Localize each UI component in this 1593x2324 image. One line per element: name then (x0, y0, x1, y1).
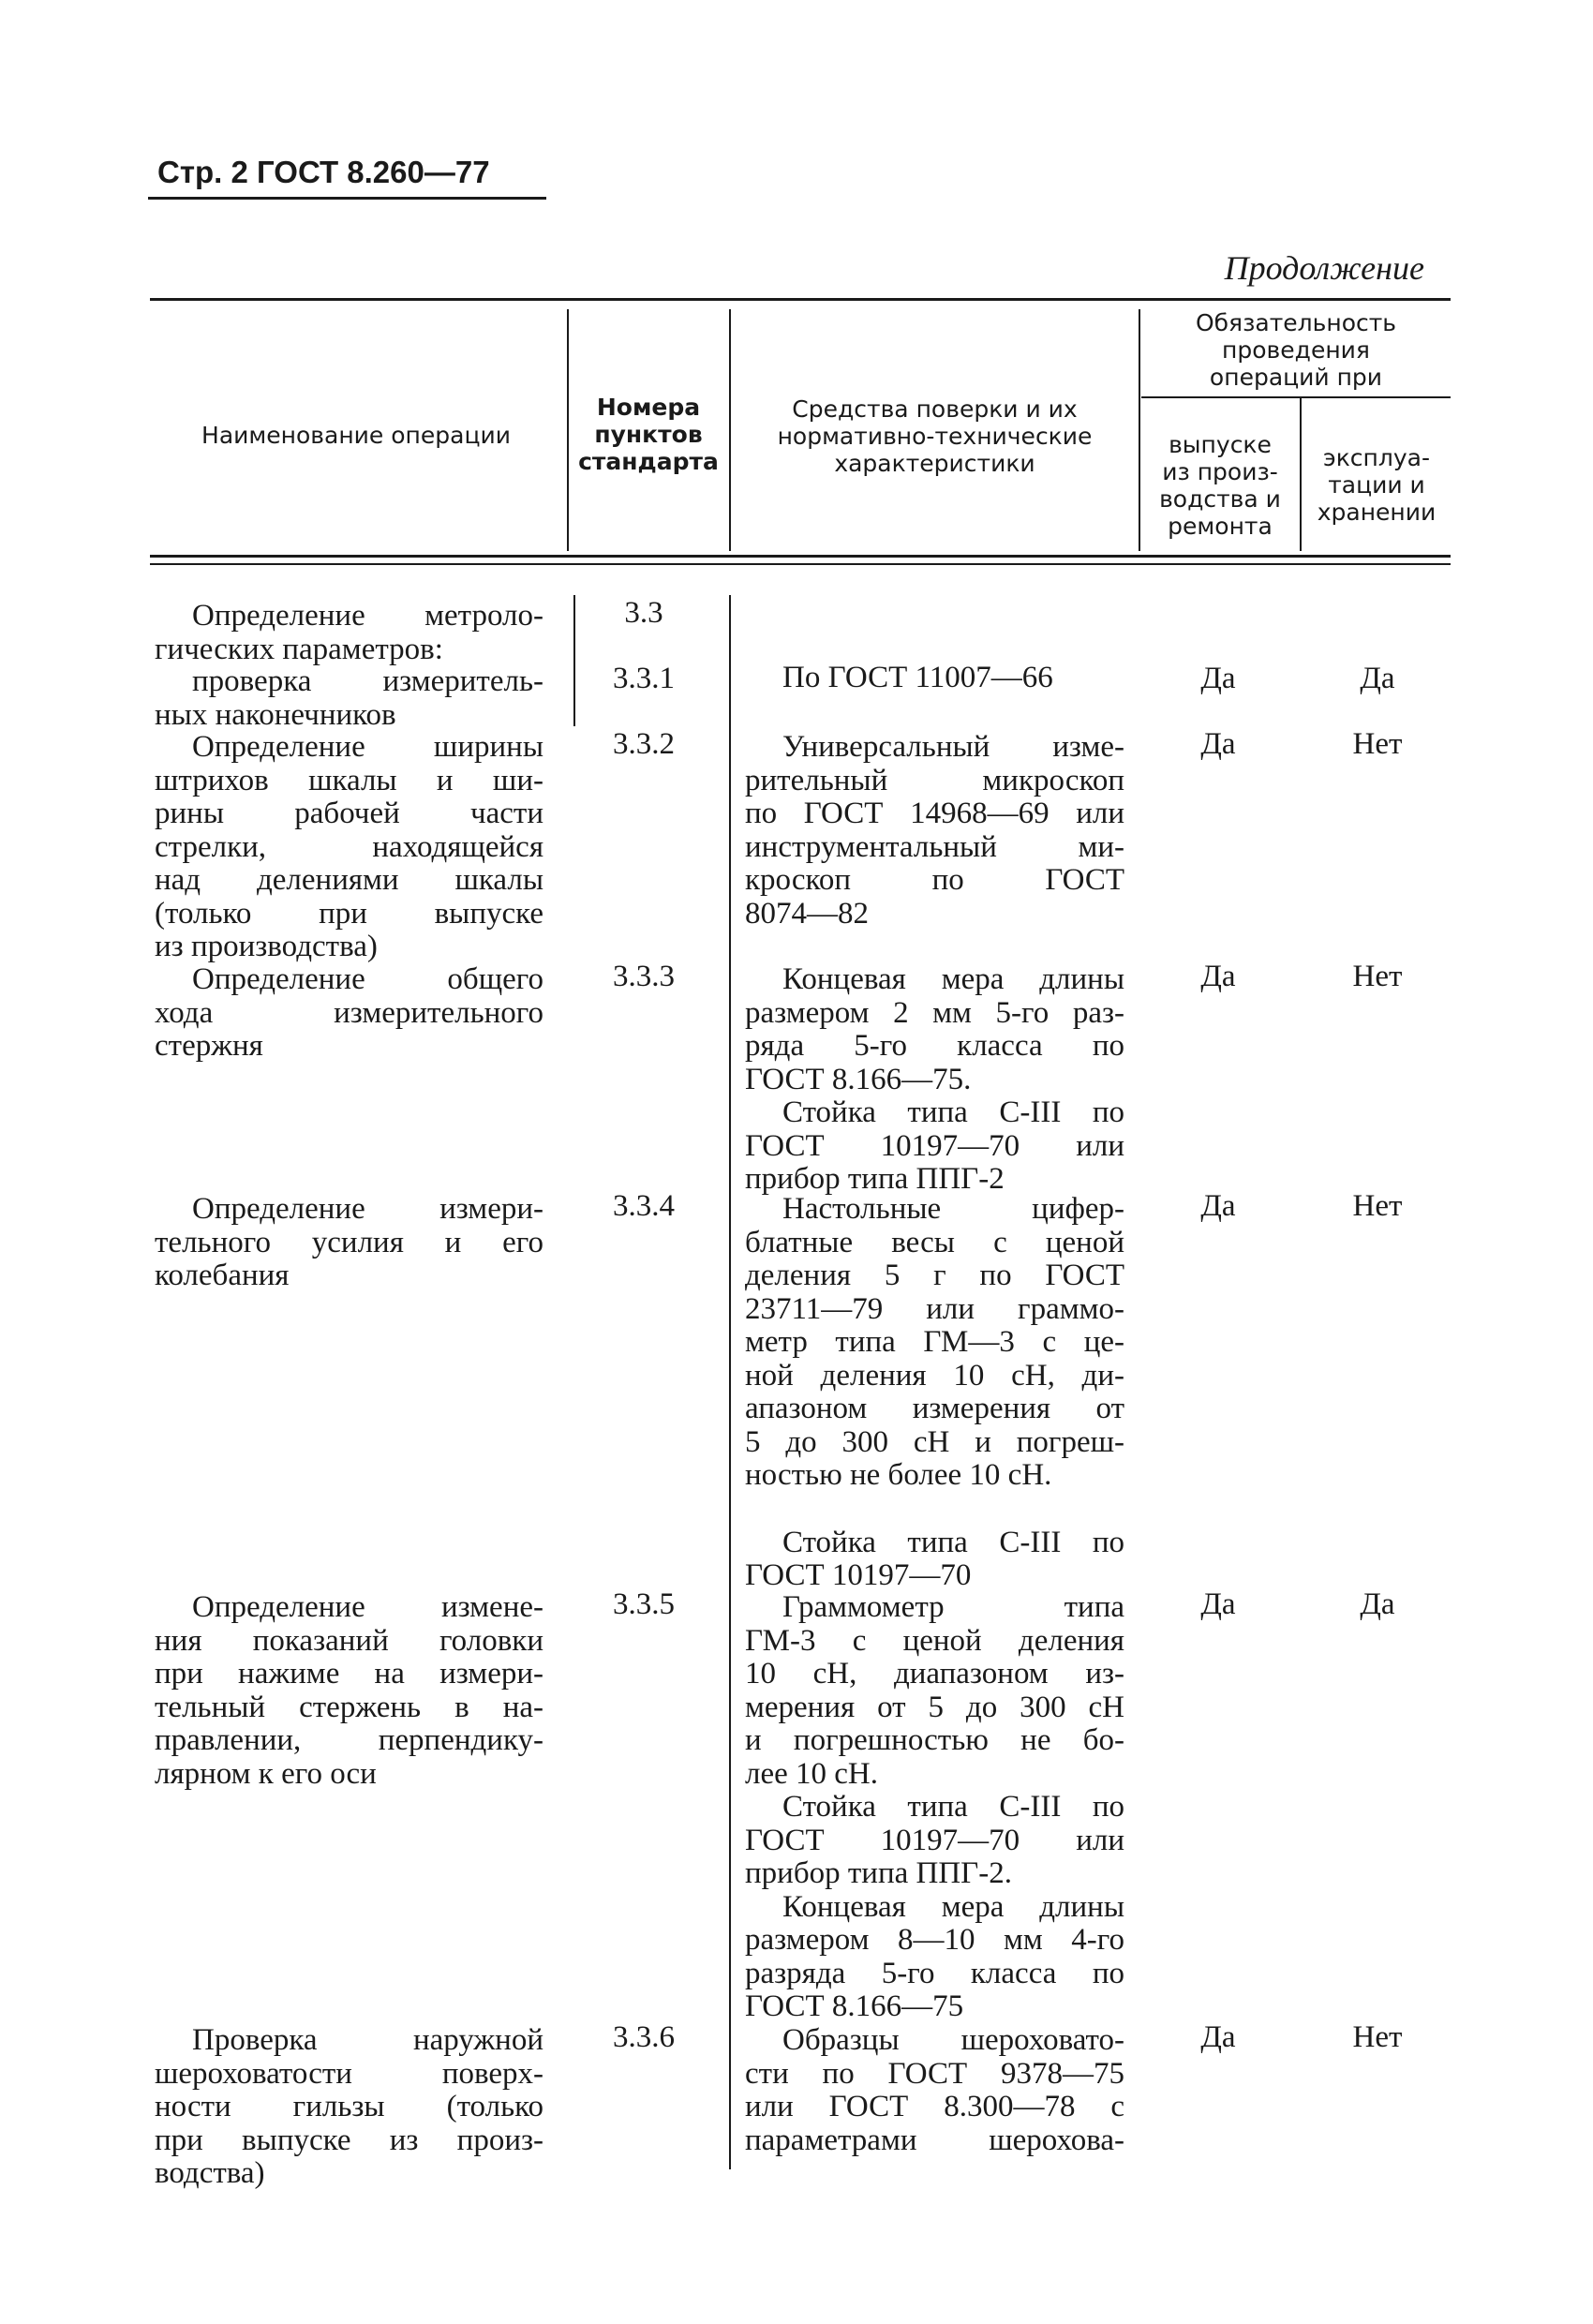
row-1-name-line: ных наконечников (155, 697, 396, 732)
row-2-name-line: из производства) (155, 930, 378, 963)
row-2-operation: Нет (1352, 727, 1403, 761)
row-3-means-line: ряда 5-го класса по (745, 1029, 1124, 1063)
col-header-operation: эксплуа- тации и хранении (1317, 444, 1437, 526)
row-6-name (155, 2024, 543, 2191)
row-5-name-line: ния показаний головки (155, 1623, 543, 1658)
col-divider-3 (1139, 309, 1140, 551)
row-5-means-line: лее 10 сН. (745, 1756, 878, 1791)
row-2-name-line: (только при выпуске (155, 896, 543, 931)
row-6-clause: 3.3.6 (613, 2020, 675, 2054)
row-3-name-line: хода измерительного (155, 995, 543, 1030)
col-divider-4 (1300, 398, 1302, 551)
row-2-means-line: 8074—82 (745, 896, 869, 931)
col-header-release: выпуске из произ- водства и ремонта (1159, 431, 1281, 540)
row-2-name-line: штрихов шкалы и ши- (155, 763, 543, 797)
row-2-means (745, 731, 1124, 931)
body-divider-1 (573, 595, 575, 726)
row-4-means-line: апазоном измерения от (745, 1392, 1124, 1425)
row-4-clause: 3.3.4 (613, 1189, 675, 1223)
col-divider-2 (729, 309, 731, 551)
row-5-name-line: Определение измене- (192, 1590, 543, 1624)
row-4-name (155, 1193, 543, 1293)
row-6-release: Да (1200, 2020, 1236, 2054)
row-4-means-line: ГОСТ 10197—70 (745, 1558, 972, 1592)
row-4-operation: Нет (1352, 1189, 1403, 1223)
row-6-name-line: при выпуске из произ- (155, 2123, 543, 2157)
row-5-means-line: ГОСТ 10197—70 или (745, 1823, 1124, 1857)
row-0-name-line: гических параметров: (155, 632, 443, 666)
row-3-means-line: Концевая мера длины (782, 962, 1124, 996)
table-top-rule (150, 298, 1451, 301)
header-bottom-rule-2 (150, 563, 1451, 565)
row-1-operation: Да (1360, 662, 1395, 695)
row-3-clause: 3.3.3 (613, 960, 675, 993)
row-3-name-line: Определение общего (192, 962, 543, 996)
row-6-means-line: или ГОСТ 8.300—78 с (745, 2090, 1124, 2123)
continued-label: Продолжение (1224, 249, 1424, 287)
row-3-means-line: прибор типа ППГ-2 (745, 1162, 1005, 1196)
row-4-means-line: ностью не более 10 сН. (745, 1458, 1052, 1492)
row-2-clause: 3.3.2 (613, 727, 675, 761)
row-6-name-line: водства) (155, 2156, 265, 2190)
row-5-means-line: 10 сН, диапазоном из- (745, 1657, 1124, 1691)
row-5-release: Да (1200, 1587, 1236, 1621)
row-3-release: Да (1200, 960, 1236, 993)
header-rule (148, 197, 546, 200)
row-5-clause: 3.3.5 (613, 1587, 675, 1621)
row-2-name-line: стрелки, находящейся (155, 829, 543, 864)
row-5-means-line: Стойка типа С-III по (782, 1790, 1124, 1824)
row-5-means-line: Граммометр типа (782, 1590, 1124, 1624)
row-2-means-line: по ГОСТ 14968—69 или (745, 797, 1124, 830)
row-2-means-line: кроскоп по ГОСТ (745, 863, 1124, 897)
row-4-means-line: ной деления 10 сН, ди- (745, 1358, 1124, 1393)
row-4-means-line: блатные весы с ценой (745, 1225, 1124, 1259)
row-2-means-line: инструментальный ми- (745, 829, 1124, 864)
row-3-means-line: Стойка типа С-III по (782, 1095, 1124, 1129)
row-5-name-line: тельный стержень в на- (155, 1690, 543, 1724)
col-header-clauses: Номера пунктов стандарта (578, 394, 719, 475)
row-4-means-line: метр типа ГМ—3 с це- (745, 1325, 1124, 1359)
row-5-means-line: ГМ-3 с ценой деления (745, 1623, 1124, 1658)
row-5-means-line: и погрешностью не бо- (745, 1723, 1124, 1757)
row-5-means-line: Концевая мера длины (782, 1889, 1124, 1924)
header-bottom-rule-1 (150, 555, 1451, 558)
row-4-means (745, 1193, 1124, 1593)
mandatory-subrule (1141, 396, 1451, 398)
row-4-means-line: 5 до 300 сН и погреш- (745, 1424, 1124, 1459)
row-4-name-line: колебания (155, 1259, 290, 1292)
row-3-means-line: ГОСТ 8.166—75. (745, 1062, 972, 1096)
page-header: Стр. 2 ГОСТ 8.260—77 (157, 155, 490, 189)
row-5-means-line: ГОСТ 8.166—75 (745, 1989, 964, 2023)
body-divider-2 (729, 595, 731, 2169)
row-4-release: Да (1200, 1189, 1236, 1223)
row-5-name (155, 1591, 543, 1791)
row-4-name-line: тельного усилия и его (155, 1225, 543, 1259)
row-6-means (745, 2024, 1124, 2157)
row-5-name-line: лярном к его оси (155, 1756, 377, 1791)
row-2-name-line: Определение ширины (192, 730, 543, 764)
row-2-name (155, 731, 543, 964)
row-6-name-line: шероховатости поверх- (155, 2056, 543, 2091)
row-2-name-line: рины рабочей части (155, 797, 543, 830)
row-5-means (745, 1591, 1124, 2024)
row-4-name-line: Определение измери- (192, 1192, 543, 1226)
row-5-means-line: прибор типа ППГ-2. (745, 1856, 1012, 1890)
row-5-means-line: мерения от 5 до 300 сН (745, 1690, 1124, 1724)
row-0-name (155, 600, 543, 666)
row-6-means-line: сти по ГОСТ 9378—75 (745, 2056, 1124, 2091)
row-6-name-line: Проверка наружной (192, 2023, 543, 2057)
row-6-name-line: ности гильзы (только (155, 2090, 543, 2123)
row-3-name (155, 963, 543, 1064)
row-2-means-line: Универсальный изме- (782, 730, 1124, 764)
row-1-means-line: По ГОСТ 11007—66 (782, 661, 1053, 694)
row-0-name-line: Определение метроло- (192, 599, 543, 633)
row-5-means-line: размером 8—10 мм 4-го (745, 1923, 1124, 1957)
row-1-name (155, 665, 543, 732)
col-header-name: Наименование операции (201, 422, 511, 449)
row-5-name-line: при нажиме на измери- (155, 1657, 543, 1691)
row-6-means-line: параметрами шерохова- (745, 2123, 1124, 2157)
row-1-release: Да (1200, 662, 1236, 695)
row-4-means-line: Настольные цифер- (782, 1192, 1124, 1226)
row-1-clause: 3.3.1 (613, 662, 675, 695)
row-2-release: Да (1200, 727, 1236, 761)
col-header-mandatory: Обязательность проведения операций при (1195, 309, 1397, 391)
row-4-means-line: 23711—79 или граммо- (745, 1291, 1124, 1326)
row-2-means-line: рительный микроскоп (745, 763, 1124, 797)
row-1-means (745, 662, 1124, 695)
col-divider-1 (567, 309, 569, 551)
col-header-means: Средства поверки и их нормативно-технические характеристики (777, 395, 1093, 477)
row-3-operation: Нет (1352, 960, 1403, 993)
row-5-name-line: правлении, перпендику- (155, 1723, 543, 1757)
row-3-name-line: стержня (155, 1029, 263, 1063)
row-3-means-line: ГОСТ 10197—70 или (745, 1128, 1124, 1163)
row-1-name-line: проверка измеритель- (192, 664, 543, 698)
row-6-means-line: Образцы шероховато- (782, 2023, 1124, 2057)
row-0-clause: 3.3 (624, 596, 663, 630)
row-6-operation: Нет (1352, 2020, 1403, 2054)
row-5-means-line: разряда 5-го класса по (745, 1956, 1124, 1990)
row-4-means-line: деления 5 г по ГОСТ (745, 1259, 1124, 1292)
row-2-name-line: над делениями шкалы (155, 863, 543, 897)
row-3-means (745, 963, 1124, 1197)
row-3-means-line: размером 2 мм 5-го раз- (745, 995, 1124, 1030)
row-4-means-line: Стойка типа С-III по (782, 1525, 1124, 1559)
row-5-operation: Да (1360, 1587, 1395, 1621)
